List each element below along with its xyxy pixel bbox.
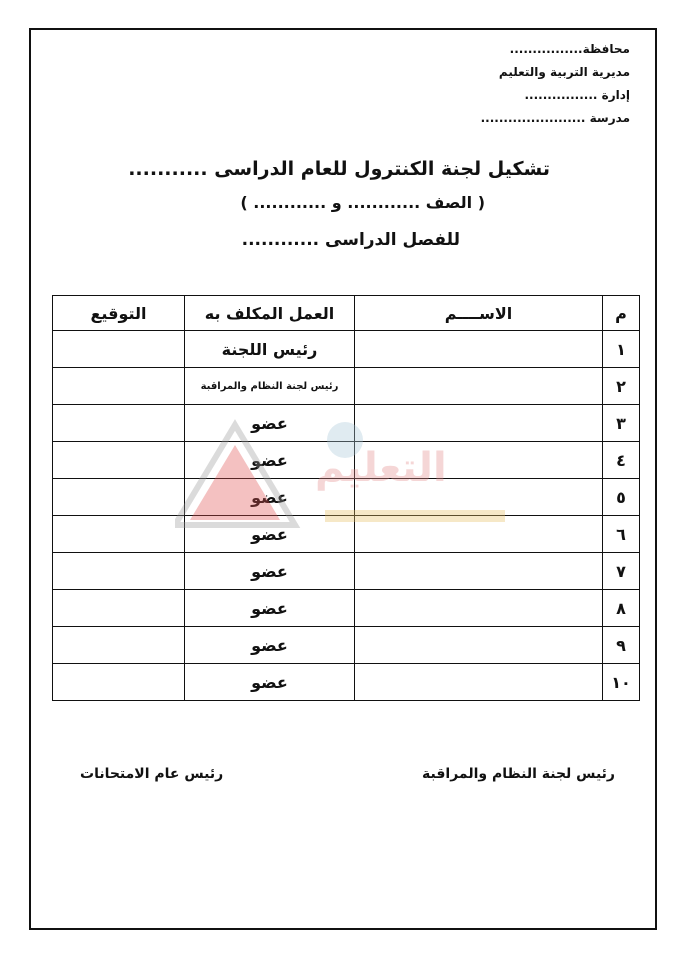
header-block [481, 38, 630, 130]
task-cell: عضو [185, 664, 355, 701]
watermark-text: التعليم [315, 445, 447, 491]
name-cell[interactable] [355, 405, 603, 442]
table-row [53, 553, 640, 590]
task-cell: عضو [185, 553, 355, 590]
row-num: ٧ [603, 553, 640, 590]
table-row [53, 405, 640, 442]
committee-table [52, 295, 640, 701]
task-cell: عضو [185, 590, 355, 627]
name-cell[interactable] [355, 664, 603, 701]
signature-cell[interactable] [53, 627, 185, 664]
row-num: ٥ [603, 479, 640, 516]
task-cell: عضو [185, 627, 355, 664]
administration-line: إدارة ................ [524, 88, 630, 102]
header-task: العمل المكلف به [185, 296, 355, 331]
name-cell[interactable] [355, 442, 603, 479]
task-cell: عضو [185, 405, 355, 442]
grade-line: ( الصف ............ و ............ ) [240, 193, 485, 212]
name-cell[interactable] [355, 516, 603, 553]
table-row [53, 479, 640, 516]
signature-cell[interactable] [53, 664, 185, 701]
directorate-line: مديرية التربية والتعليم [498, 65, 630, 79]
signature-cell[interactable] [53, 590, 185, 627]
table-row [53, 590, 640, 627]
footer-order-committee-head: رئيس لجنة النظام والمراقبة [422, 766, 615, 782]
term-line: للفصل الدراسى ............ [241, 230, 460, 250]
name-cell[interactable] [355, 479, 603, 516]
row-num: ٣ [603, 405, 640, 442]
name-cell[interactable] [355, 590, 603, 627]
row-num: ١٠ [603, 664, 640, 701]
name-cell[interactable] [355, 368, 603, 405]
signature-cell[interactable] [53, 405, 185, 442]
table-row [53, 627, 640, 664]
table-row [53, 664, 640, 701]
row-num: ٤ [603, 442, 640, 479]
name-cell[interactable] [355, 553, 603, 590]
table-row [53, 331, 640, 368]
signature-cell[interactable] [53, 479, 185, 516]
table-row [53, 442, 640, 479]
row-num: ٢ [603, 368, 640, 405]
header-signature: التوقيع [53, 296, 185, 331]
school-line: مدرسة ....................... [480, 111, 630, 125]
row-num: ٨ [603, 590, 640, 627]
row-num: ١ [603, 331, 640, 368]
signature-cell[interactable] [53, 553, 185, 590]
signature-cell[interactable] [53, 516, 185, 553]
signature-cell[interactable] [53, 368, 185, 405]
name-cell[interactable] [355, 331, 603, 368]
footer-exams-head: رئيس عام الامتحانات [80, 766, 224, 782]
task-cell: عضو [185, 516, 355, 553]
task-cell: عضو [185, 479, 355, 516]
signature-cell[interactable] [53, 442, 185, 479]
document-title: تشكيل لجنة الكنترول للعام الدراسى ........... [128, 158, 550, 180]
task-cell: رئيس اللجنة [185, 331, 355, 368]
table-row [53, 516, 640, 553]
header-num: م [603, 296, 640, 331]
task-cell: رئيس لجنة النظام والمراقبة [185, 368, 355, 405]
table-row [53, 368, 640, 405]
signature-cell[interactable] [53, 331, 185, 368]
name-cell[interactable] [355, 627, 603, 664]
row-num: ٦ [603, 516, 640, 553]
row-num: ٩ [603, 627, 640, 664]
task-cell: عضو [185, 442, 355, 479]
table-header-row [53, 296, 640, 331]
header-name: الاســــم [355, 296, 603, 331]
governorate-line: محافظة................ [509, 42, 630, 56]
